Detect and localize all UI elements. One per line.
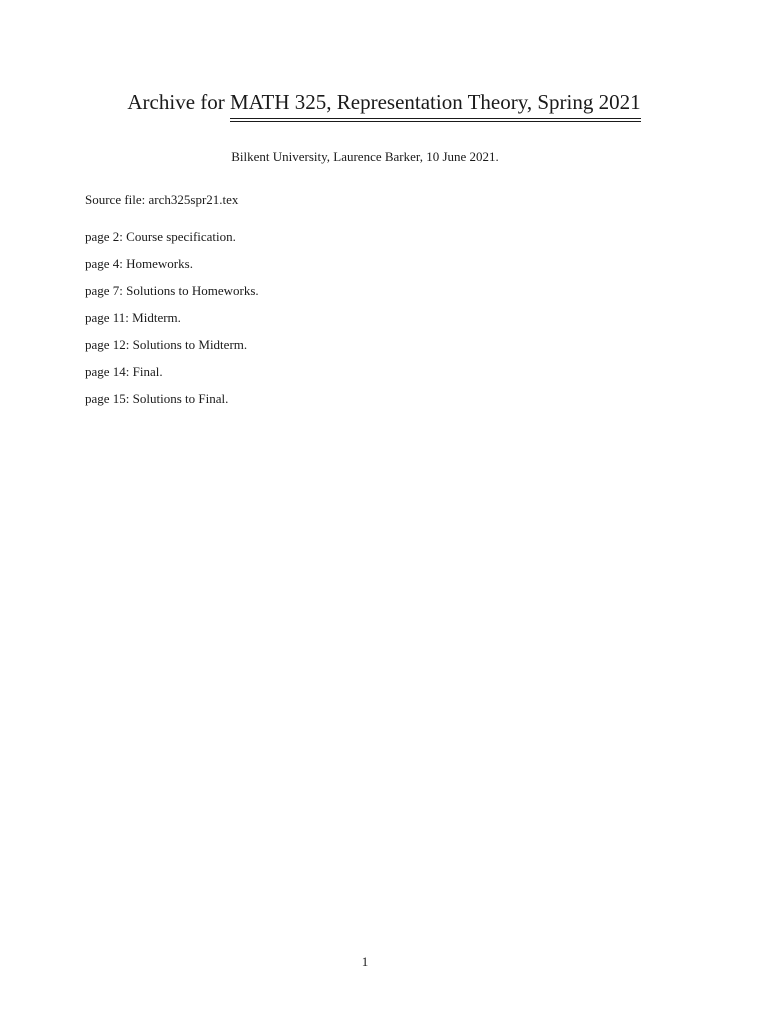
toc-item: page 14: Final. xyxy=(85,364,163,379)
page-title xyxy=(0,88,768,119)
title-course: MATH 325, Representation Theory, Spring 2021 xyxy=(230,88,641,119)
toc-item: page 15: Solutions to Final. xyxy=(85,391,229,406)
title-prefix: Archive for xyxy=(127,90,230,114)
toc-item: page 12: Solutions to Midterm. xyxy=(85,337,248,352)
toc-item: page 4: Homeworks. xyxy=(85,256,193,271)
table-of-contents xyxy=(85,228,259,417)
toc-item: page 2: Course specification. xyxy=(85,229,236,244)
toc-item: page 7: Solutions to Homeworks. xyxy=(85,283,259,298)
author-line: Bilkent University, Laurence Barker, 10 June 2021. xyxy=(231,149,499,164)
source-file-line: Source file: arch325spr21.tex xyxy=(85,192,239,207)
page-number: 1 xyxy=(361,954,369,969)
toc-item: page 11: Midterm. xyxy=(85,310,181,325)
